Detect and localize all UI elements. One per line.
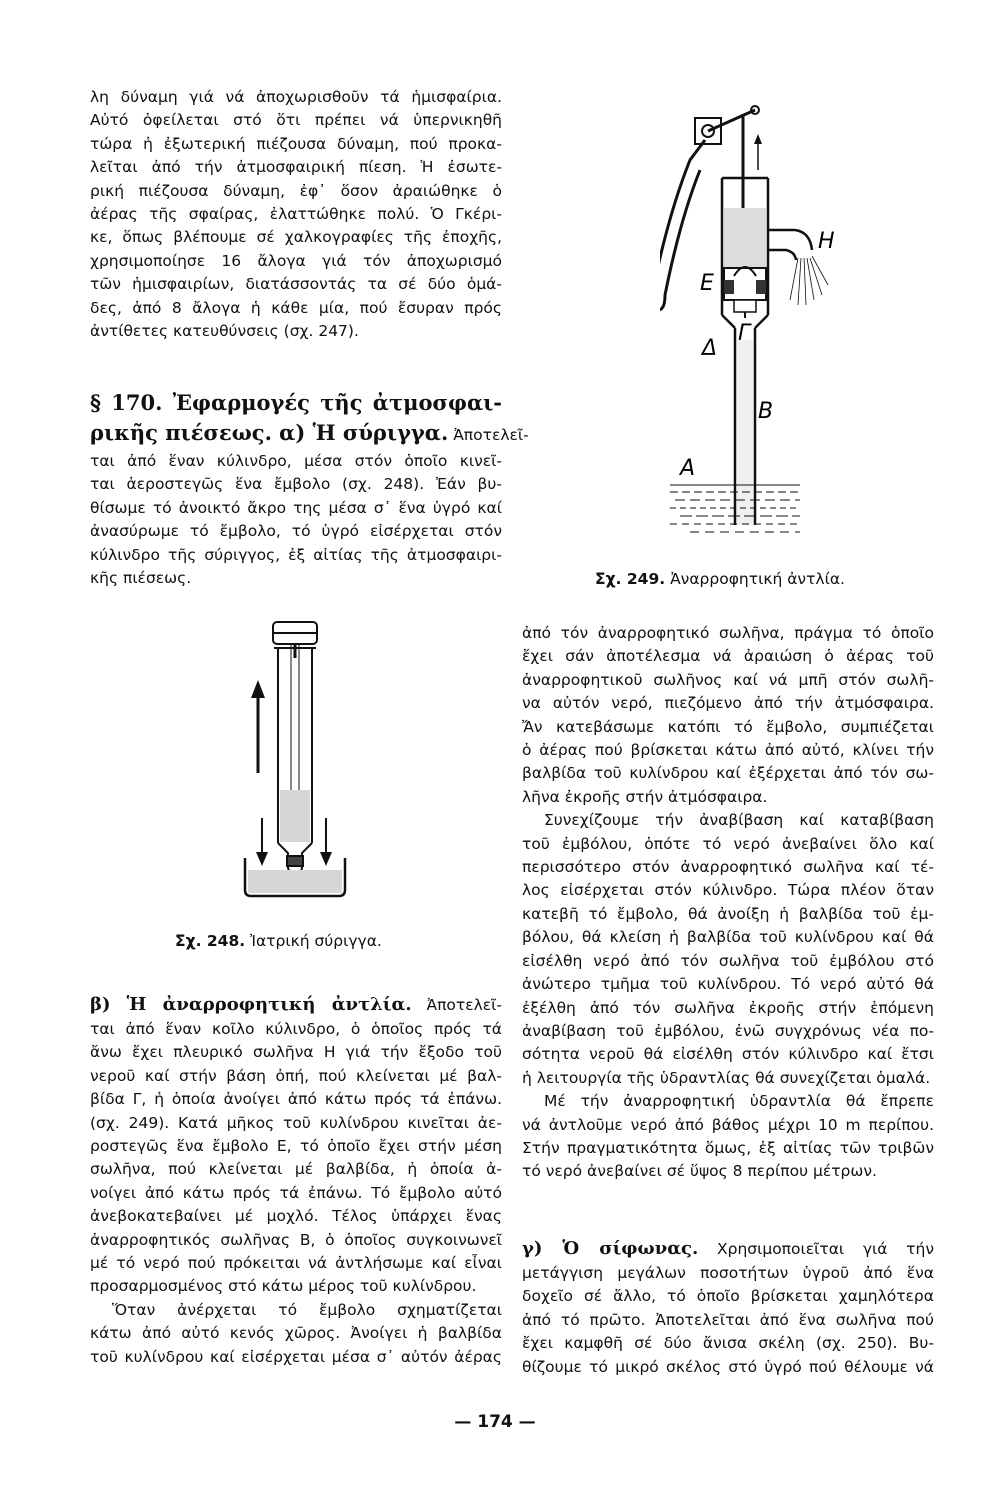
text-line: κε, ὅπως βλέπουμε σέ χαλκογραφίες τῆς ἐποχῆς, (90, 228, 502, 247)
fig248-caption (175, 932, 382, 950)
text-line: ἀνώτερο τμῆμα τοῦ κυλίνδρου. Τό νερό αὐτό θά (522, 975, 934, 994)
text-line: δες, ἀπό 8 ἄλογα ἡ κάθε μία, πού ἔσυραν πρός (90, 298, 502, 317)
text-line: νά ἀντλοῦμε νερό ἀπό βάθος μέχρι 10 m περίπου. (522, 1115, 934, 1134)
col2-paragraphs (522, 622, 934, 1184)
text-line: Συνεχίζουμε τήν ἀναβίβαση καί καταβίβαση (544, 811, 934, 830)
water-spray (790, 256, 828, 305)
text-line: τῶν ἡμισφαιρίων, διατάσσοντάς τα σέ δύο ὁμά- (90, 275, 502, 294)
fig249-caption (595, 570, 845, 588)
syringe-figure (240, 618, 350, 898)
text-line: μετάγγιση μεγάλων ποσοτήτων ὑγροῦ ἀπό ἕνα (522, 1264, 934, 1282)
section-b-heading: β) Ἡ ἀναρροφητική ἀντλία. (90, 994, 412, 1015)
suction-pump-figure (660, 100, 860, 570)
section-170-heading-line2 (90, 418, 529, 450)
text-line: Στήν πραγματικότητα ὅμως, ἐξ αἰτίας τῶν τριβῶν (522, 1138, 934, 1157)
siphon-heading-line (522, 1236, 934, 1262)
fig248-caption-text: Ἰατρική σύριγγα. (250, 932, 382, 950)
pipe-water (737, 340, 753, 525)
text-line: κατεβῆ τό ἔμβολο, θά ἀνοίξη ἡ βαλβίδα τοῦ ἐμ- (522, 904, 934, 923)
text-line: σότητα νεροῦ θά εἰσέλθη στόν κύλινδρο καί ἔτσι (522, 1045, 934, 1064)
text-line: ἄνω ἔχει πλευρικό σωλῆνα Η γιά τήν ἔξοδο τοῦ (90, 1043, 502, 1062)
text-line: λη δύναμη γιά νά ἀποχωρισθοῦν τά ἡμισφαίρια. (90, 88, 502, 106)
fig249-caption-text: Ἀναρροφητική ἀντλία. (670, 570, 845, 588)
text-line: ἀέρας τῆς σφαίρας, ἐλαττώθηκε πολύ. Ὁ Γκέρι- (90, 205, 502, 224)
cylinder-water (724, 208, 766, 268)
text-line: Μέ τήν ἀναρροφητική ὑδραντλία θά ἔπρεπε (544, 1092, 934, 1111)
fig248-caption-number: Σχ. 248. (175, 932, 246, 950)
text-line: τοῦ ἐμβόλου, ὁπότε τό νερό ἀνεβαίνει ὅλο καί (522, 834, 934, 853)
text-line: εἰσέλθη νερό ἀπό τόν σωλῆνα τοῦ ἐμβόλου στό (522, 951, 934, 970)
fig249-caption-number: Σχ. 249. (595, 570, 666, 588)
piston (724, 267, 766, 300)
text-line: τό νερό ἀνεβαίνει σέ ὕψος 8 περίπου μέτρων. (522, 1162, 877, 1181)
text-line: ὁ ἀέρας πού βρίσκεται κάτω ἀπό αὐτό, κλίνει τήν (522, 741, 934, 760)
text-line: βίδα Γ, ἡ ὁποία ἀνοίγει ἀπό κάτω πρός τά ἐπάνω. (90, 1090, 502, 1109)
label-A: A (680, 456, 696, 481)
section-b (90, 992, 502, 1369)
siphon-heading-tail: Χρησιμοποιεῖται γιά τήν (716, 1240, 934, 1258)
text-line: Ὅταν ἀνέρχεται τό ἔμβολο σχηματίζεται (112, 1300, 502, 1319)
text-line: ἀντίθετες κατευθύνσεις (σχ. 247). (90, 322, 359, 341)
text-line: ροστεγῶς ἕνα ἔμβολο Ε, τό ὁποῖο ἔχει στήν μέση (90, 1137, 502, 1156)
text-line: σωλῆνα, πού κλείνεται μέ βαλβίδα, ἡ ὁποία ἀ- (90, 1160, 502, 1179)
text-line: λῆνα ἐκροῆς στήν ἀτμόσφαιρα. (522, 787, 768, 806)
text-line: μέ τό νερό πού πρόκειται νά ἀντλήσωμε καί εἶναι (90, 1254, 502, 1273)
label-H: H (818, 229, 835, 254)
text-line: νεροῦ καί στήν βάση ὀπή, πού κλείνεται μέ βαλ- (90, 1066, 502, 1085)
text-line: Αὐτό ὀφείλεται στό ὅτι πρέπει νά ὑπερνικηθῆ (90, 111, 502, 130)
text-line: κῆς πιέσεως. (90, 569, 192, 588)
siphon-section (522, 1236, 934, 1379)
text-line: χρησιμοποίησε 16 ἄλογα γιά τόν ἀποχωρισμό (90, 251, 502, 270)
dish-liquid (248, 870, 342, 893)
text-line: ται ἀεροστεγῶς ἕνα ἔμβολο (σχ. 248). Ἐάν βυ- (90, 475, 502, 494)
up-arrow-icon (754, 134, 762, 170)
outlet-spout (768, 230, 812, 260)
text-line: νοίγει ἀπό κάτω πρός τά ἐπάνω. Τό ἔμβολο αὐτό (90, 1183, 502, 1202)
down-arrow-icon (320, 818, 332, 866)
text-line: Ἄν κατεβάσωμε κατόπι τό ἔμβολο, συμπιέζεται (522, 717, 934, 736)
text-line: τοῦ κυλίνδρου καί εἰσέρχεται μέσα σ᾽ αὐτόν ἀέρας (90, 1347, 502, 1366)
up-arrow-icon (251, 680, 265, 773)
text-line: περισσότερο στόν ἀναρροφητικό σωλῆνα καί τέ- (522, 858, 934, 877)
text-line: ἔχει σάν ἀποτέλεσμα νά ἀραιώση ὁ ἀέρας τοῦ (522, 647, 934, 666)
text-line: ἔχει καμφθῆ σέ δύο ἄνισα σκέλη (σχ. 250). Βυ- (522, 1334, 934, 1353)
text-line: ἀναβίβαση τοῦ ἐμβόλου, ἐνῶ συγχρόνως νέα πο- (522, 1021, 934, 1040)
siphon-heading: γ) Ὁ σίφωνας. (522, 1238, 699, 1259)
text-line: θίζουμε τό μικρό σκέλος στό ὑγρό πού θέλουμε νά (522, 1357, 934, 1376)
section-170-heading-cont: ρικῆς πιέσεως. α) Ἡ σύριγγα. (90, 420, 449, 445)
section-b-heading-tail: Ἀποτελεῖ- (426, 996, 502, 1014)
section-170-heading: § 170. Ἐφαρμογές τῆς ἀτμοσφαι- (90, 390, 502, 415)
text-line: ἀνεβοκατεβαίνει μέ μοχλό. Τέλος ὑπάρχει ἕνας (90, 1207, 502, 1226)
label-B: B (758, 399, 774, 424)
text-line: ἐξέλθη ἀπό τόν σωλῆνα ἐκροῆς στήν ἑπόμενη (522, 998, 934, 1017)
text-line: ἡ λειτουργία τῆς ὑδραντλίας θά συνεχίζεται ὁμαλά. (522, 1068, 931, 1087)
text-line: θίσωμε τό ἀνοικτό ἄκρο της μέσα σ᾽ ἕνα ὑγρό καί (90, 498, 502, 517)
page-number: — 174 — (454, 1412, 536, 1432)
down-arrow-icon (256, 818, 268, 866)
text-line: ται ἀπό ἕναν κοῖλο κύλινδρο, ὁ ὁποῖος πρός τά (90, 1020, 502, 1038)
col1-top-paragraph (90, 86, 502, 343)
section-170 (90, 388, 529, 590)
text-line: ἀναρροφητικός σωλῆνας Β, ὁ ὁποῖος συγκοινωνεῖ (90, 1230, 502, 1249)
section-b-heading-line (90, 992, 502, 1018)
text-line: κύλινδρο τῆς σύριγγος, ἐξ αἰτίας τῆς ἀτμοσφαιρι- (90, 545, 502, 564)
bottom-valve (734, 300, 756, 318)
text-line: κάτω ἀπό αὐτό κενός χῶρος. Ἀνοίγει ἡ βαλβίδα (90, 1324, 502, 1343)
text-line: λεῖται ἀπό τήν ἀτμοσφαιρική πίεση. Ἡ ἐσωτε- (90, 158, 502, 177)
syringe-liquid (280, 790, 310, 842)
section-170-heading-tail: Ἀποτελεῖ- (453, 426, 529, 444)
text-line: προσαρμοσμένος στό κάτω μέρος τοῦ κυλίνδρου. (90, 1277, 477, 1296)
text-line: τώρα ἡ ἐξωτερική πιέζουσα δύναμη, πού προκα- (90, 134, 502, 153)
label-G: Γ (738, 321, 751, 346)
text-line: ται ἀπό ἕναν κύλινδρο, μέσα στόν ὁποῖο κινεῖ- (90, 452, 502, 470)
text-line: να αὐτόν νερό, πιεζόμενο ἀπό τήν ἀτμόσφαιρα. (522, 694, 934, 713)
text-line: ἀναρροφητικοῦ σωλῆνος καί νά μπῆ στόν σωλῆ- (522, 670, 934, 689)
text-line: βόλου, θά κλείση ἡ βαλβίδα τοῦ κυλίνδρου καί θά (522, 928, 934, 947)
text-line: ρική πιέζουσα δύναμη, ἐφ᾽ ὅσον ἀραιώθηκε ὁ (90, 181, 502, 200)
label-E: E (700, 271, 714, 296)
text-line: δοχεῖο σέ ἄλλο, τό ὁποῖο βρίσκεται χαμηλότερα (522, 1287, 934, 1306)
text-line: ἀπό τό πρῶτο. Ἀποτελεῖται ἀπό ἕνα σωλῆνα πού (522, 1310, 934, 1329)
text-line: ἀνασύρωμε τό ἔμβολο, τό ὑγρό εἰσέρχεται στόν (90, 522, 502, 541)
label-D: Δ (702, 336, 718, 361)
text-line: ἀπό τόν ἀναρροφητικό σωλῆνα, πράγμα τό ὁποῖο (522, 624, 934, 642)
text-line: (σχ. 249). Κατά μῆκος τοῦ κυλίνδρου κινεῖται ἀε- (90, 1113, 502, 1132)
text-line: βαλβίδα τοῦ κυλίνδρου καί ἐξέρχεται ἀπό τόν σω- (522, 764, 934, 783)
text-line: λος εἰσέρχεται στόν κύλινδρο. Τώρα πλέον ὅταν (522, 881, 934, 900)
